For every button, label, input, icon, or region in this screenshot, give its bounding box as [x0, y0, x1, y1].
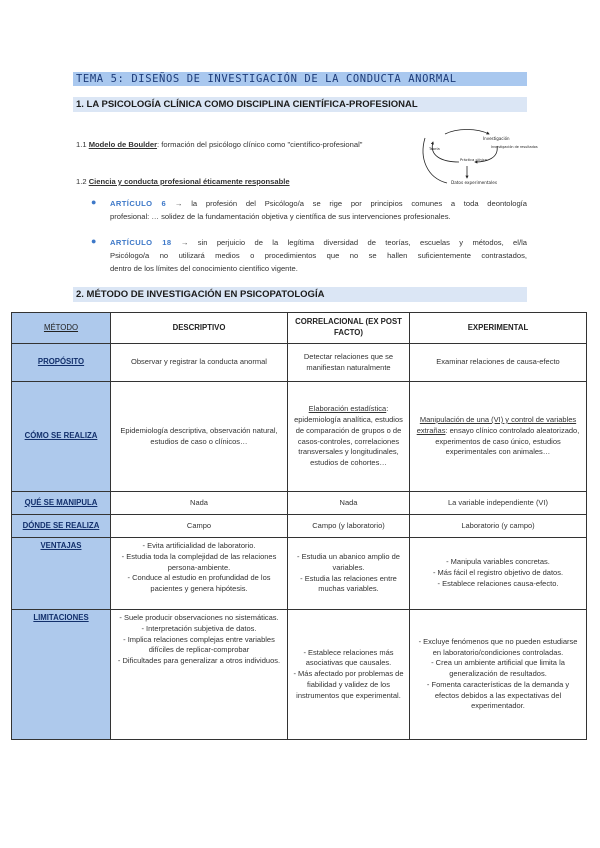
list-item: - Excluye fenómenos que no pueden estudiarse en laboratorio/condiciones controladas.: [418, 636, 578, 657]
list-item: - Estudia las relaciones entre muchas variables.: [300, 573, 397, 594]
cell-como-correlacional: [288, 382, 410, 492]
article-18-line3: dentro de los límites del conocimiento científico vigente.: [110, 264, 298, 273]
cell-donde-descriptivo: Campo: [111, 515, 288, 538]
row-label-ventajas: VENTAJAS: [12, 538, 111, 610]
cell-como-experimental-text: : ensayo clínico controlado aleatorizado, experimentos de caso único, estudios experimentales con animales…: [435, 425, 580, 457]
item-1-1-title: Modelo de Boulder: [88, 140, 158, 149]
cell-ventajas-descriptivo: [111, 538, 288, 610]
row-label-como: CÓMO SE REALIZA: [12, 382, 111, 492]
row-label-proposito: PROPÓSITO: [12, 344, 111, 382]
item-1-2-title: Ciencia y conducta profesional éticamente responsable: [88, 177, 290, 186]
article-6-line2: profesional: … solidez de la fundamentación objetiva y científica de sus intervenciones profesionales.: [110, 212, 451, 221]
article-6-label: ARTÍCULO 6: [110, 199, 167, 208]
cell-limitaciones-experimental: [410, 610, 587, 740]
item-1-2: [76, 176, 290, 187]
article-6-paragraph: [110, 197, 527, 223]
list-item: - Estudia toda la complejidad de las relaciones persona-ambiente.: [121, 551, 277, 572]
cell-limitaciones-descriptivo: [111, 610, 288, 740]
table-header-row: [12, 313, 587, 344]
cell-como-experimental: [410, 382, 587, 492]
diagram-label-bottom: Datos experimentales: [451, 180, 498, 185]
header-metodo: MÉTODO: [12, 313, 111, 344]
article-18-paragraph: [110, 236, 527, 275]
diagram-arrow-outer: [423, 138, 447, 183]
list-item: - Establece relaciones causa-efecto.: [437, 578, 559, 588]
cell-proposito-descriptivo: Observar y registrar la conducta anormal: [111, 344, 288, 382]
diagram-label-center: Práctica clínica: [460, 158, 487, 162]
row-label-donde: DÓNDE SE REALIZA: [12, 515, 111, 538]
row-label-limitaciones: LIMITACIONES: [12, 610, 111, 740]
section2-heading: 2. MÉTODO DE INVESTIGACIÓN EN PSICOPATOLOGÍA: [76, 289, 325, 300]
boulder-model-diagram: [417, 128, 538, 188]
list-item: - Evita artificialidad de laboratorio.: [142, 541, 256, 550]
diagram-label-left: Teoría: [429, 147, 440, 151]
cell-ventajas-experimental: [410, 538, 587, 610]
cell-ventajas-correlacional: [288, 538, 410, 610]
cell-como-correlacional-underlined: Elaboración estadística: [308, 404, 387, 414]
article-18-label: ARTÍCULO 18: [110, 238, 172, 247]
diagram-label-top: Investigación: [483, 136, 510, 141]
table-row-proposito: [12, 344, 587, 382]
list-item: - Establece relaciones más asociativas que causales.: [303, 647, 394, 668]
cell-proposito-correlacional: Detectar relaciones que se manifiestan naturalmente: [288, 344, 410, 382]
article-18-line1: → sin perjuicio de la legítima diversidad de teorías, escuelas y métodos, el/la: [180, 238, 527, 247]
cell-donde-experimental: Laboratorio (y campo): [410, 515, 587, 538]
cell-donde-correlacional: Campo (y laboratorio): [288, 515, 410, 538]
item-1-1-number: 1.1: [76, 140, 87, 149]
bullet-dot: ●: [91, 236, 97, 246]
cell-como-experimental-underlined: Manipulación de una (VI) y control de variables extrañas: [416, 414, 577, 435]
list-item: - Manipula variables concretas.: [446, 557, 550, 567]
diagram-arrow-top: [445, 130, 489, 135]
list-item: - Implica relaciones complejas entre variables difíciles de replicar-comprobar: [123, 634, 275, 655]
list-item: - Crea un ambiente artificial que limita la generalización de resultados.: [431, 658, 565, 679]
cell-manipula-experimental: La variable independiente (VI): [410, 492, 587, 515]
table-row-ventajas: [12, 538, 587, 610]
item-1-1: [76, 139, 363, 150]
table-row-donde: [12, 515, 587, 538]
table-row-como: [12, 382, 587, 492]
list-item: - Interpretación subjetiva de datos.: [141, 623, 257, 633]
list-item: - Suele producir observaciones no sistemáticas.: [119, 613, 279, 622]
item-1-1-text: : formación del psicólogo clínico como "científico-profesional": [157, 140, 363, 149]
cell-manipula-correlacional: Nada: [288, 492, 410, 515]
list-item: - Conduce al estudio en profundidad de los pacientes y genera hipótesis.: [127, 573, 271, 594]
page-title: TEMA 5: DISEÑOS DE INVESTIGACIÓN DE LA CONDUCTA ANORMAL: [76, 73, 457, 85]
article-6-line1: → la profesión del Psicólogo/a se rige por principios comunes a toda deontología: [174, 199, 527, 208]
list-item: - Más afectado por problemas de fiabilidad y validez de los instrumentos que experimental.: [293, 669, 404, 700]
header-experimental: EXPERIMENTAL: [410, 313, 587, 344]
header-descriptivo: DESCRIPTIVO: [111, 313, 288, 344]
diagram-arrow-left: [432, 142, 459, 162]
table-row-limitaciones: [12, 610, 587, 740]
list-item: - Más fácil el registro objetivo de datos.: [432, 568, 564, 578]
item-1-2-number: 1.2: [76, 177, 87, 186]
list-item: - Estudia un abanico amplio de variables.: [297, 551, 400, 572]
article-18-line2: Psicólogo/a no utilizará medios o procedimientos que no se hallen suficientemente contrastados,: [110, 251, 527, 260]
row-label-manipula: QUÉ SE MANIPULA: [12, 492, 111, 515]
list-item: - Dificultades para generalizar a otros individuos.: [117, 656, 281, 666]
diagram-label-right: Investigación de resultados: [491, 145, 538, 149]
cell-como-correlacional-text: : epidemiología analítica, estudios de comparación de grupos o de casos-controles, correlaciones transversales y longitudinales, estudios de cohortes…: [294, 404, 403, 468]
bullet-dot: ●: [91, 197, 97, 207]
cell-como-descriptivo: Epidemiología descriptiva, observación natural, estudios de caso o clínicos…: [111, 382, 288, 492]
table-row-manipula: [12, 492, 587, 515]
methods-table: [11, 312, 587, 740]
header-correlacional: CORRELACIONAL (EX POST FACTO): [288, 313, 410, 344]
section1-heading: 1. LA PSICOLOGÍA CLÍNICA COMO DISCIPLINA CIENTÍFICA-PROFESIONAL: [76, 99, 418, 110]
list-item: - Fomenta características de la demanda y efectos debidos a las expectativas del experimentador.: [426, 679, 570, 711]
cell-limitaciones-correlacional: [288, 610, 410, 740]
cell-proposito-experimental: Examinar relaciones de causa-efecto: [410, 344, 587, 382]
cell-manipula-descriptivo: Nada: [111, 492, 288, 515]
